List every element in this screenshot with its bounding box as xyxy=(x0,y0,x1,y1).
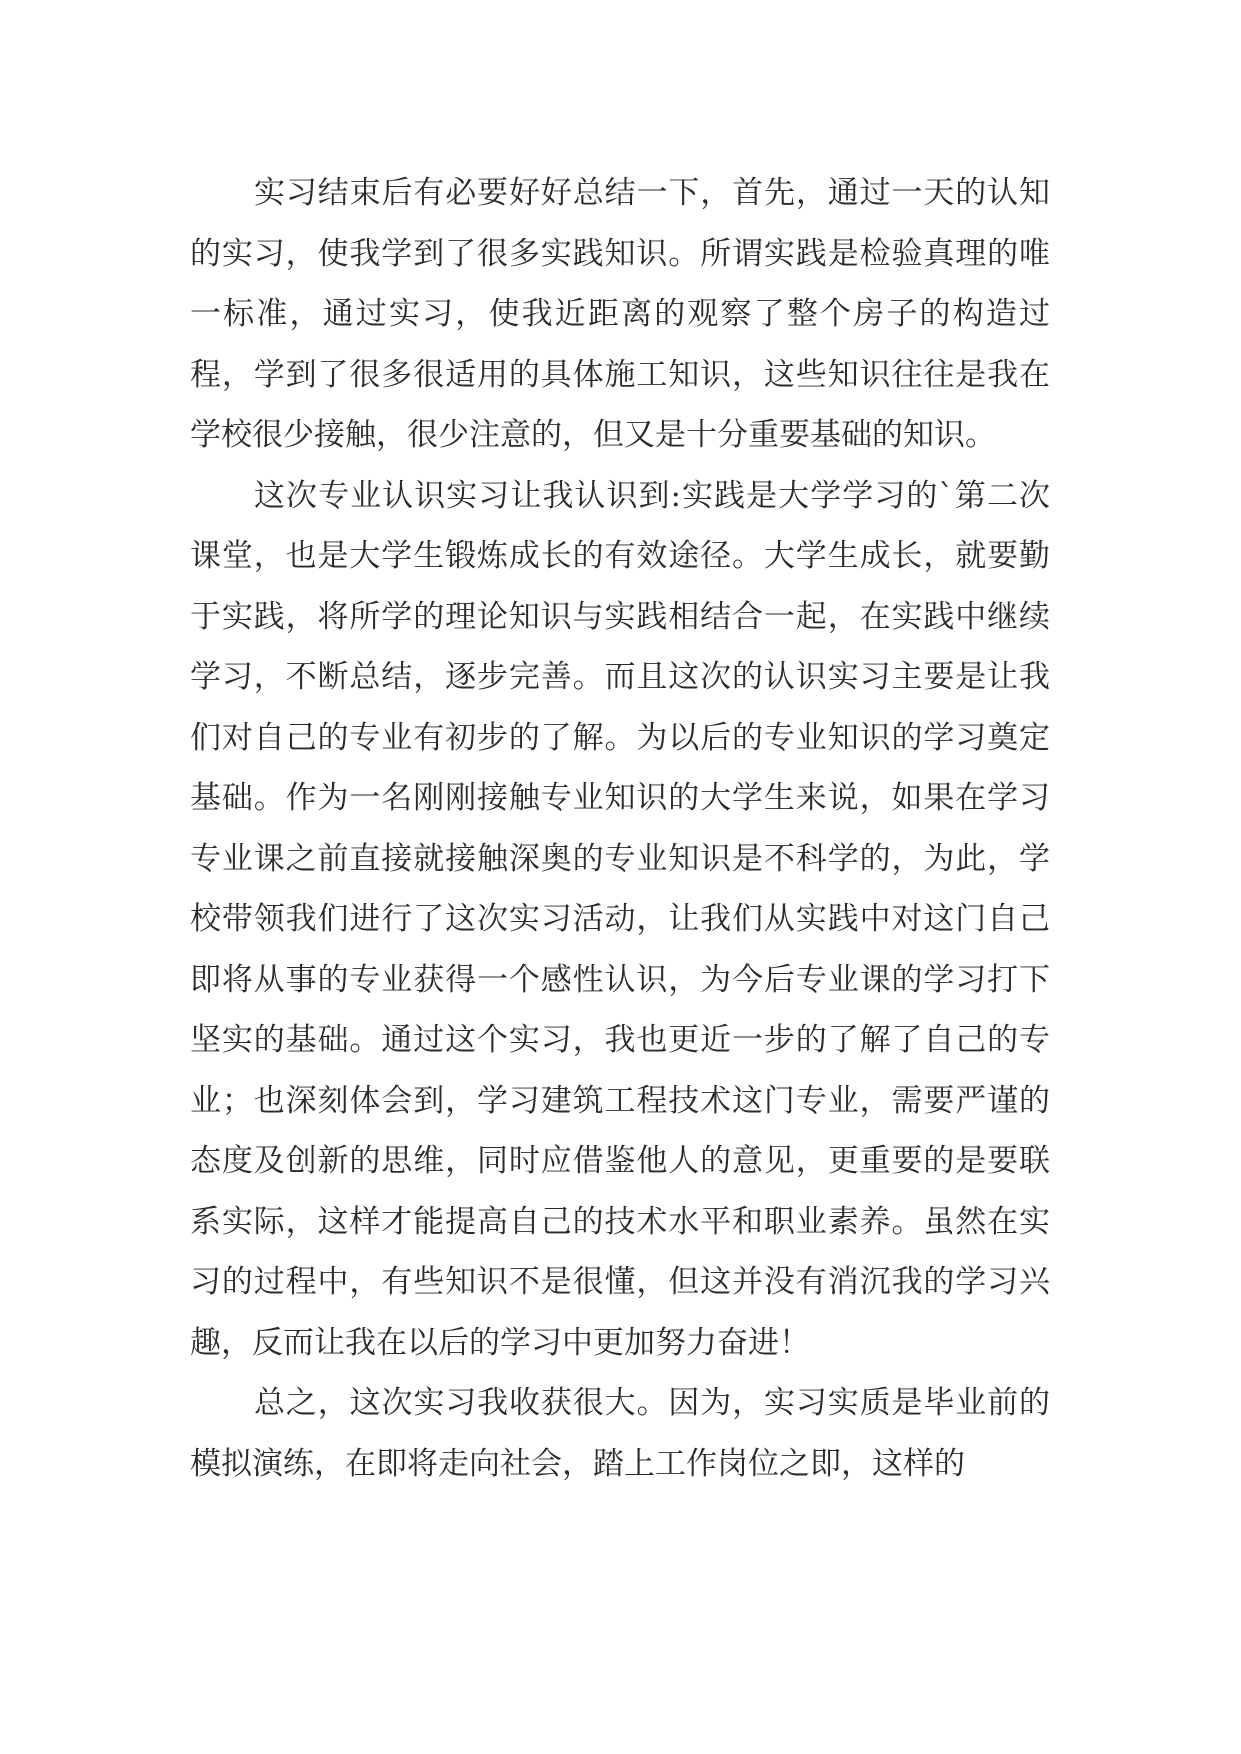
document-body xyxy=(190,163,1050,1494)
paragraph-3: 总之，这次实习我收获很大。因为，实习实质是毕业前的模拟演练，在即将走向社会，踏上工作岗位之即，这样的 xyxy=(190,1385,1050,1482)
paragraph-2: 这次专业认识实习让我认识到:实践是大学学习的`第二次课堂，也是大学生锻炼成长的有效途径。大学生成长，就要勤于实践，将所学的理论知识与实践相结合一起，在实践中继续学习，不断总结，逐步完善。而且这次的认识实习主要是让我们对自己的专业有初步的了解。为以后的专业知识的学习奠定基础。作为一名刚刚接触专业知识的大学生来说，如果在学习专业课之前直接就接触深奥的专业知识是不科学的，为此，学校带领我们进行了这次实习活动，让我们从实践中对这门自己即将从事的专业获得一个感性认识，为今后专业课的学习打下坚实的基础。通过这个实习，我也更近一步的了解了自己的专业；也深刻体会到，学习建筑工程技术这门专业，需要严谨的态度及创新的思维，同时应借鉴他人的意见，更重要的是要联系实际，这样才能提高自己的技术水平和职业素养。虽然在实习的过程中，有些知识不是很懂，但这并没有消沉我的学习兴趣，反而让我在以后的学习中更加努力奋进！ xyxy=(190,477,1050,1361)
paragraph-1: 实习结束后有必要好好总结一下，首先，通过一天的认知的实习，使我学到了很多实践知识。所谓实践是检验真理的唯一标准，通过实习，使我近距离的观察了整个房子的构造过程，学到了很多很适用的具体施工知识，这些知识往往是我在学校很少接触，很少注意的，但又是十分重要基础的知识。 xyxy=(190,175,1050,453)
